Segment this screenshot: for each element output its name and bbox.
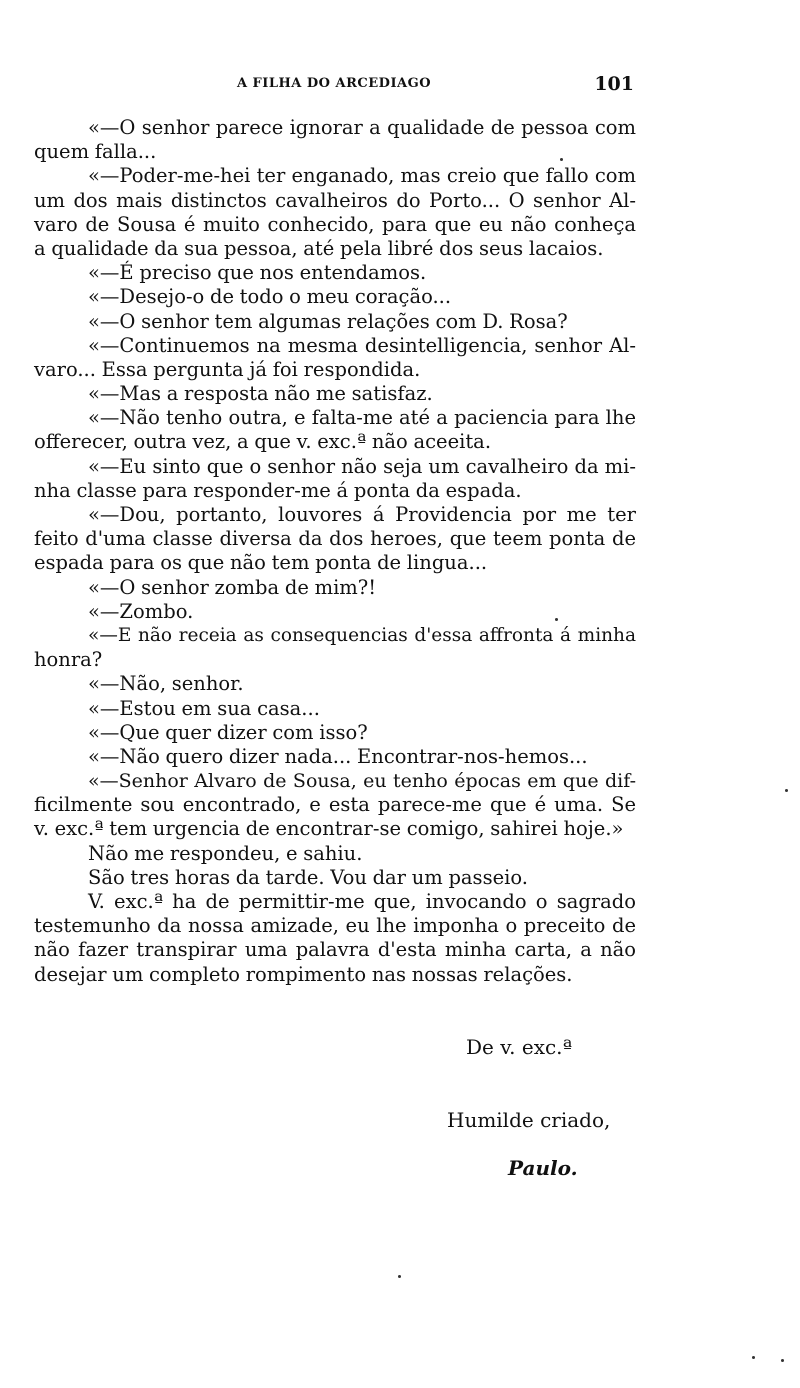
text-line: «—Não quero dizer nada... Encontrar-nos-hemos...	[88, 744, 588, 768]
text-line: «—Estou em sua casa...	[88, 696, 320, 720]
text-line: honra?	[34, 648, 103, 672]
text-line: feito d'uma classe diversa da dos heroes, que teem ponta de	[34, 527, 636, 551]
text-line: «—É preciso que nos entendamos.	[88, 261, 427, 285]
ink-speck	[785, 789, 788, 792]
text-line: a qualidade da sua pessoa, até pela libré dos seus lacaios.	[34, 236, 604, 260]
text-line: offerecer, outra vez, a que v. exc.ª não aceeita.	[34, 430, 492, 454]
running-head	[34, 73, 634, 100]
ink-speck	[752, 1356, 755, 1359]
ink-speck	[398, 1275, 401, 1278]
text-line: «—Não, senhor.	[88, 672, 244, 696]
text-line: «—O senhor parece ignorar a qualidade de pessoa com	[88, 116, 636, 139]
ink-speck	[555, 618, 558, 621]
text-line: testemunho da nossa amizade, eu lhe imponha o preceito de	[34, 914, 636, 938]
closing-salutation: De v. exc.ª	[466, 1035, 573, 1059]
text-line: Não me respondeu, e sahiu.	[88, 841, 363, 865]
text-line: um dos mais distinctos cavalheiros do Porto... O senhor Al-	[34, 188, 636, 212]
text-line: «—Que quer dizer com isso?	[88, 720, 368, 744]
text-line: «—Continuemos na mesma desintelligencia, senhor Al-	[88, 333, 636, 357]
text-line: varo de Sousa é muito conhecido, para que eu não conheça	[34, 212, 636, 236]
text-line: espada para os que não tem ponta de lingua...	[34, 551, 488, 575]
text-line: «—Dou, portanto, louvores á Providencia por me ter	[88, 503, 636, 526]
text-line: «—Não tenho outra, e falta-me até a paciencia para lhe	[88, 406, 636, 430]
page-number: 101	[594, 73, 634, 95]
text-line: «—Desejo-o de todo o meu coração...	[88, 285, 452, 309]
text-line: «—Poder-me-hei ter enganado, mas creio que fallo com	[88, 164, 636, 188]
text-line: «—O senhor zomba de mim?!	[88, 575, 377, 599]
text-line: varo... Essa pergunta já foi respondida.	[34, 357, 421, 381]
text-line: não fazer transpirar uma palavra d'esta minha carta, a não	[34, 938, 636, 962]
text-line: V. exc.ª ha de permittir-me que, invocando o sagrado	[88, 890, 636, 913]
text-line: «—Senhor Alvaro de Sousa, eu tenho épocas em que dif-	[88, 770, 636, 793]
text-line: desejar um completo rompimento nas nossas relações.	[34, 962, 573, 986]
text-line: v. exc.ª tem urgencia de encontrar-se comigo, sahirei hoje.»	[34, 817, 624, 841]
text-line: «—O senhor tem algumas relações com D. Rosa?	[88, 309, 568, 333]
text-line: «—Zombo.	[88, 599, 194, 623]
ink-speck	[560, 158, 563, 161]
text-line: ficilmente sou encontrado, e esta parece-me que é uma. Se	[34, 793, 636, 817]
text-line: nha classe para responder-me á ponta da espada.	[34, 478, 522, 502]
text-line: São tres horas da tarde. Vou dar um passeio.	[88, 865, 528, 889]
signature: Paulo.	[508, 1156, 578, 1180]
text-line: quem falla...	[34, 140, 157, 164]
text-line: «—Mas a resposta não me satisfaz.	[88, 382, 433, 406]
text-line: «—E não receia as consequencias d'essa affronta á minha	[88, 624, 636, 646]
text-line: «—Eu sinto que o senhor não seja um cavalheiro da mi-	[88, 454, 636, 478]
running-title: A FILHA DO ARCEDIAGO	[236, 76, 432, 91]
letter-body	[34, 116, 636, 987]
closing-sign-off: Humilde criado,	[447, 1108, 611, 1132]
ink-speck	[781, 1359, 784, 1362]
